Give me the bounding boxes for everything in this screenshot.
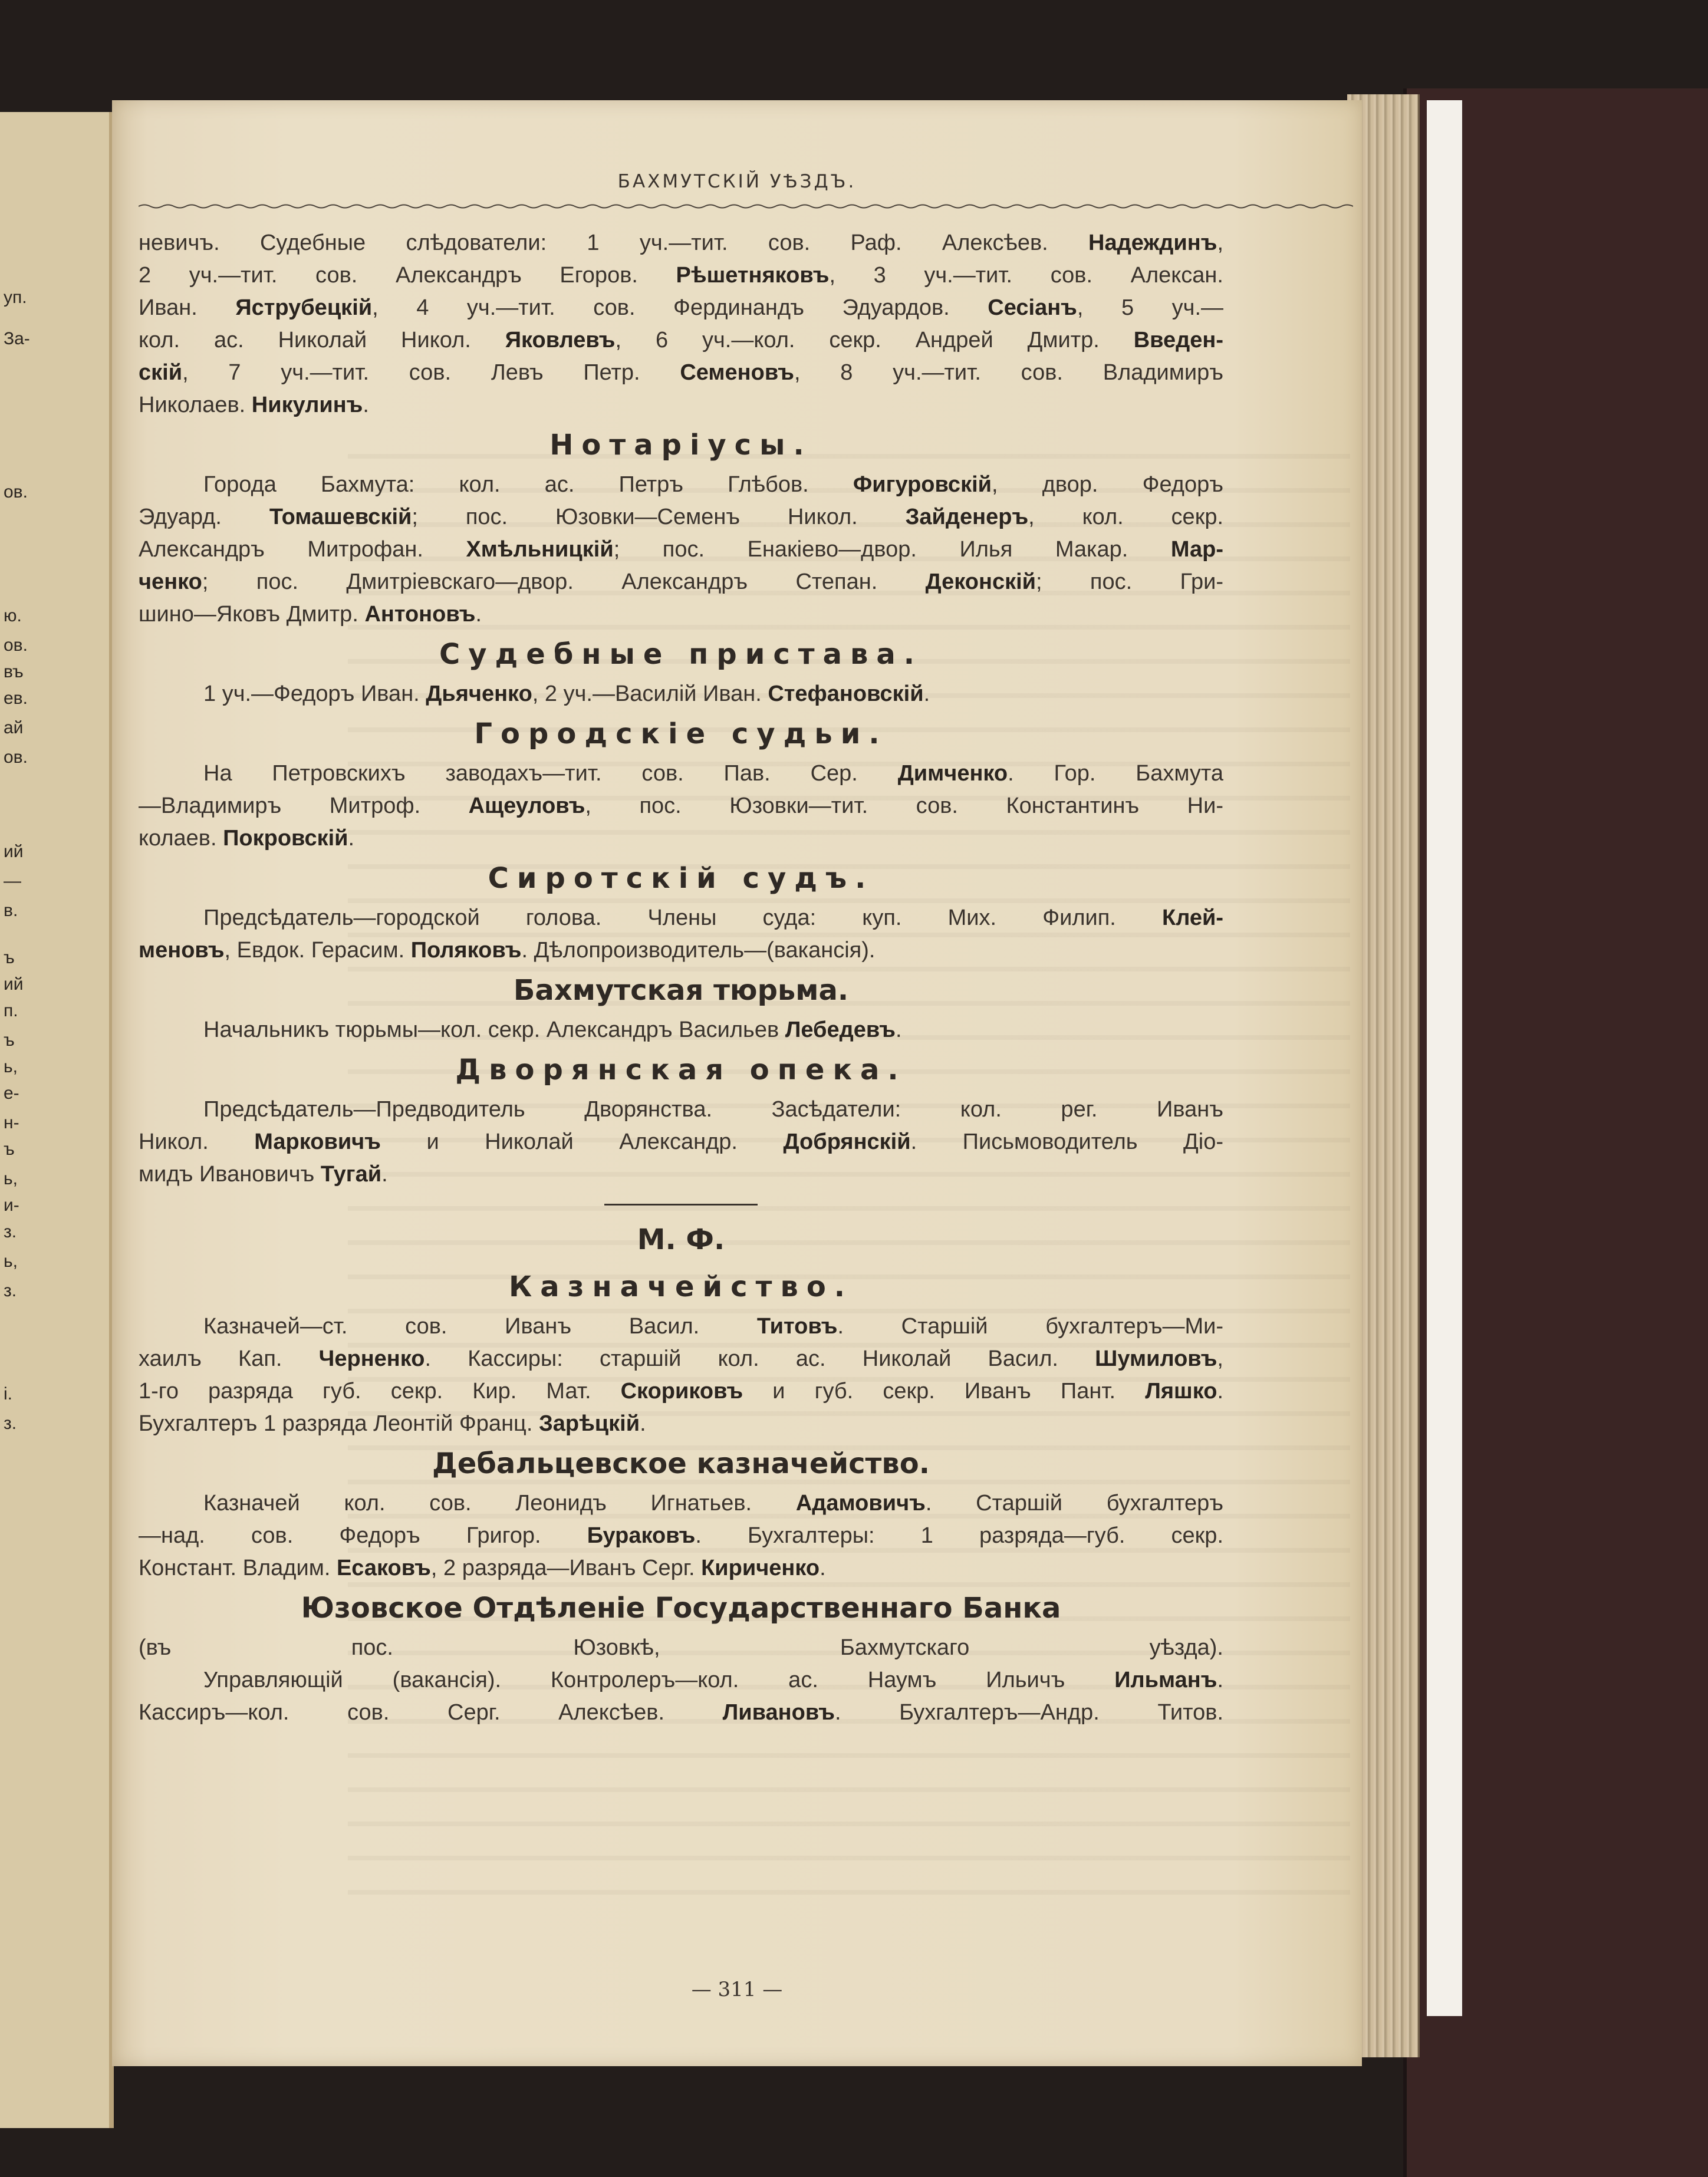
text-line: Бухгалтеръ 1 разряда Леонтій Франц. Зарѣцкій. bbox=[139, 1411, 646, 1436]
text-line: мидъ Ивановичъ Тугай. bbox=[139, 1162, 388, 1187]
section-subnote: (въ пос. Юзовкѣ, Бахмутскаго уѣзда). bbox=[139, 1635, 1223, 1660]
text-line: Управляющій (вакансія). Контролеръ—кол. ас. Наумъ Ильичъ Ильманъ. bbox=[203, 1668, 1223, 1692]
text-line: Эдуард. Томашевскій; пос. Юзовки—Семенъ Никол. Зайденеръ, кол. секр. bbox=[139, 505, 1224, 529]
left-page-fragment: въ bbox=[4, 662, 24, 681]
left-page-fragment: і. bbox=[4, 1384, 12, 1404]
left-page-fragment: з. bbox=[4, 1281, 17, 1300]
left-page-fragment: ъ bbox=[4, 1030, 15, 1050]
left-page-fragment: и- bbox=[4, 1195, 19, 1215]
left-page-fragment: е- bbox=[4, 1083, 19, 1103]
text-line: Предсѣдатель—городской голова. Члены суда: куп. Мих. Филип. Клей- bbox=[203, 905, 1223, 930]
left-page-fragment: ь, bbox=[4, 1057, 18, 1076]
running-head: БАХМУТСКІЙ УѢЗДЪ. bbox=[617, 171, 857, 192]
left-page bbox=[0, 112, 114, 2128]
left-page-fragment: н- bbox=[4, 1113, 19, 1132]
left-page-fragment: ов. bbox=[4, 747, 28, 767]
text-line: Предсѣдатель—Предводитель Дворянства. Засѣдатели: кол. рег. Иванъ bbox=[203, 1097, 1223, 1122]
left-page-fragment: ъ bbox=[4, 1139, 15, 1159]
left-page-fragment: уп. bbox=[4, 288, 27, 307]
left-page-fragment: ай bbox=[4, 718, 24, 737]
section-heading: Нотаріусы. bbox=[549, 429, 812, 462]
text-line: —над. сов. Федоръ Григор. Бураковъ. Бухгалтеры: 1 разряда—губ. секр. bbox=[139, 1523, 1224, 1548]
text-line: хаилъ Кап. Черненко. Кассиры: старшій кол. ас. Николай Васил. Шумиловъ, bbox=[139, 1346, 1223, 1371]
section-heading: М. Ф. bbox=[637, 1223, 725, 1256]
text-line: невичъ. Судебные слѣдователи: 1 уч.—тит. сов. Раф. Алексѣев. Надеждинъ, bbox=[139, 230, 1223, 255]
section-heading: Сиротскій судъ. bbox=[488, 862, 874, 895]
left-page-fragment: ь, bbox=[4, 1251, 18, 1271]
text-line: Начальникъ тюрьмы—кол. секр. Александръ Васильев Лебедевъ. bbox=[203, 1017, 902, 1042]
text-line: Казначей—ст. сов. Иванъ Васил. Титовъ. Старшій бухгалтеръ—Ми- bbox=[203, 1314, 1223, 1339]
page-body bbox=[139, 227, 1223, 1729]
text-line: шино—Яковъ Дмитр. Антоновъ. bbox=[139, 602, 482, 627]
page-number: — 311 — bbox=[691, 1978, 783, 2001]
section-heading: Городскіе судьи. bbox=[474, 717, 888, 750]
left-page-fragment: ов. bbox=[4, 635, 28, 655]
left-page-fragment: з. bbox=[4, 1414, 17, 1433]
left-page-fragment: ъ bbox=[4, 948, 15, 967]
left-page-fragment: ю. bbox=[4, 606, 22, 625]
left-page-fragment: — bbox=[4, 871, 21, 891]
text-line: Констант. Владим. Есаковъ, 2 разряда—Иванъ Серг. Кириченко. bbox=[139, 1556, 826, 1580]
section-heading: Бахмутская тюрьма. bbox=[513, 974, 849, 1007]
text-line: Иван. Яструбецкій, 4 уч.—тит. сов. Фердинандъ Эдуардов. Сесіанъ, 5 уч.— bbox=[139, 295, 1224, 320]
text-line: Кассиръ—кол. сов. Серг. Алексѣев. Ливановъ. Бухгалтеръ—Андр. Титов. bbox=[139, 1700, 1223, 1725]
cover-endpaper bbox=[1427, 100, 1462, 2016]
text-line: На Петровскихъ заводахъ—тит. сов. Пав. Сер. Димченко. Гор. Бахмута bbox=[203, 761, 1223, 786]
text-line: Александръ Митрофан. Хмѣльницкій; пос. Енакіево—двор. Илья Макар. Мар- bbox=[139, 537, 1223, 562]
text-line: кол. ас. Николай Никол. Яковлевъ, 6 уч.—кол. секр. Андрей Дмитр. Введен- bbox=[139, 328, 1223, 353]
text-line: колаев. Покровскій. bbox=[139, 826, 355, 851]
text-line: Казначей кол. сов. Леонидъ Игнатьев. Адамовичъ. Старшій бухгалтеръ bbox=[203, 1491, 1223, 1516]
section-heading: Казначейство. bbox=[508, 1270, 854, 1303]
left-page-fragment: ов. bbox=[4, 482, 28, 502]
wavy-rule bbox=[139, 203, 1353, 209]
left-page-fragment: ь, bbox=[4, 1169, 18, 1188]
left-page-fragment: За- bbox=[4, 329, 30, 348]
text-line: скій, 7 уч.—тит. сов. Левъ Петр. Семеновъ, 8 уч.—тит. сов. Владимиръ bbox=[139, 360, 1223, 385]
right-page bbox=[112, 100, 1362, 2066]
text-line: Никол. Марковичъ и Николай Александр. Добрянскій. Письмоводитель Діо- bbox=[139, 1129, 1224, 1154]
left-page-fragment: з. bbox=[4, 1222, 17, 1241]
section-heading: Судебные пристава. bbox=[439, 638, 923, 671]
text-line: —Владимиръ Митроф. Ащеуловъ, пос. Юзовки—тит. сов. Константинъ Ни- bbox=[139, 793, 1223, 818]
text-line: 1-го разряда губ. секр. Кир. Мат. Скориковъ и губ. секр. Иванъ Пант. Ляшко. bbox=[139, 1379, 1223, 1404]
section-heading: Дворянская опека. bbox=[455, 1053, 907, 1086]
left-page-fragment: ев. bbox=[4, 689, 28, 708]
text-line: Николаев. Никулинъ. bbox=[139, 393, 369, 417]
section-divider bbox=[604, 1204, 758, 1206]
text-line: ченко; пос. Дмитріевскаго—двор. Александръ Степан. Деконскій; пос. Гри- bbox=[139, 569, 1224, 594]
text-line: меновъ, Евдок. Герасим. Поляковъ. Дѣлопроизводитель—(вакансія). bbox=[139, 938, 876, 963]
text-line: 2 уч.—тит. сов. Александръ Егоров. Рѣшетняковъ, 3 уч.—тит. сов. Алексан. bbox=[139, 263, 1223, 288]
left-page-fragment: п. bbox=[4, 1001, 18, 1020]
left-page-fragment: ий bbox=[4, 974, 24, 994]
left-page-fragment: ий bbox=[4, 842, 24, 861]
text-line: Города Бахмута: кол. ас. Петръ Глѣбов. Фигуровскій, двор. Федоръ bbox=[203, 472, 1223, 497]
section-heading: Юзовское Отдѣленіе Государственнаго Банка bbox=[301, 1592, 1061, 1625]
section-heading: Дебальцевское казначейство. bbox=[432, 1447, 930, 1480]
text-line: 1 уч.—Федоръ Иван. Дьяченко, 2 уч.—Василій Иван. Стефановскій. bbox=[203, 681, 930, 706]
left-page-fragment: в. bbox=[4, 901, 18, 920]
